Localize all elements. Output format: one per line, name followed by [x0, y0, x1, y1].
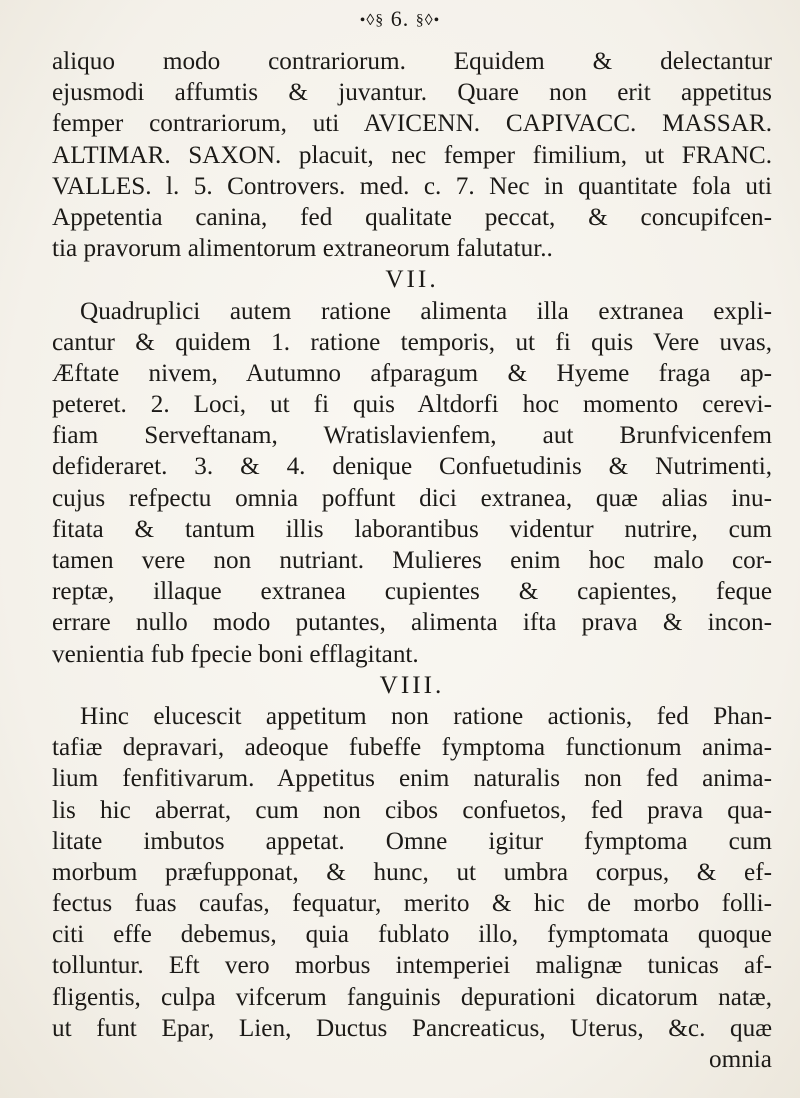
- text-line: cantur & quidem 1. ratione temporis, ut fi quis Vere uvas,: [52, 328, 772, 356]
- page-body: [52, 46, 772, 1075]
- text-line: fiam Serveftanam, Wratislavienfem, aut Brunfvicenfem: [52, 422, 772, 450]
- text-line: lium fenfitivarum. Appetitus enim naturalis non fed anima-: [52, 765, 772, 793]
- text-line: tafiæ depravari, adeoque fubeffe fymptoma functionum anima-: [52, 734, 772, 762]
- text-line: VALLES. l. 5. Controvers. med. c. 7. Nec in quantitate fola uti: [52, 172, 772, 200]
- text-line: cujus refpectu omnia poffunt dici extranea, quæ alias inu-: [52, 484, 772, 512]
- text-line: errare nullo modo putantes, alimenta ifta prava & incon-: [52, 609, 772, 637]
- text-line: venientia fub fpecie boni efflagitant.: [52, 640, 419, 668]
- text-line: lis hic aberrat, cum non cibos confuetos, fed prava qua-: [52, 796, 772, 824]
- text-line: peteret. 2. Loci, ut fi quis Altdorfi hoc momento cerevi-: [52, 391, 772, 419]
- text-line: ut funt Epar, Lien, Ductus Pancreaticus, Uterus, &c. quæ: [52, 1014, 772, 1042]
- page-header: [0, 6, 800, 32]
- text-line: ejusmodi affumtis & juvantur. Quare non erit appetitus: [52, 79, 772, 107]
- text-line: reptæ, illaque extranea cupientes & capientes, feque: [52, 578, 772, 606]
- right-ornament-icon: §◊•: [415, 11, 441, 29]
- text-line: fitata & tantum illis laborantibus videntur nutrire, cum: [52, 515, 772, 543]
- text-line: citi effe debemus, quia fublato illo, fymptomata quoque: [52, 921, 772, 949]
- text-line: Appetentia canina, fed qualitate peccat, & concupifcen-: [52, 203, 772, 231]
- text-line: tamen vere non nutriant. Mulieres enim hoc malo cor-: [52, 547, 772, 574]
- text-line: femper contrariorum, uti AVICENN. CAPIVACC. MASSAR.: [52, 110, 772, 138]
- text-line: ALTIMAR. SAXON. placuit, nec femper fimilium, ut FRANC.: [52, 141, 772, 169]
- section-numeral: VIII.: [379, 671, 445, 699]
- text-line: morbum præfupponat, & hunc, ut umbra corpus, & ef-: [52, 858, 772, 886]
- text-line: Æftate nivem, Autumno afparagum & Hyeme fraga ap-: [52, 359, 772, 387]
- catchword: omnia: [709, 1046, 772, 1073]
- text-line: aliquo modo contrariorum. Equidem & delectantur: [52, 48, 772, 75]
- text-line: fligentis, culpa vifcerum fanguinis depurationi dicatorum natæ,: [52, 983, 772, 1011]
- text-line: tia pravorum alimentorum extraneorum falutatur..: [52, 235, 553, 263]
- page-number: 6.: [390, 6, 410, 31]
- text-line: Hinc elucescit appetitum non ratione actionis, fed Phan-: [80, 702, 772, 730]
- text-line: Quadruplici autem ratione alimenta illa extranea expli-: [80, 297, 772, 325]
- text-line: fectus fuas caufas, fequatur, merito & hic de morbo folli-: [52, 890, 772, 918]
- text-line: defideraret. 3. & 4. denique Confuetudinis & Nutrimenti,: [52, 453, 772, 481]
- section-numeral: VII.: [385, 266, 439, 294]
- text-line: litate imbutos appetat. Omne igitur fymptoma cum: [52, 827, 772, 855]
- left-ornament-icon: •◊§: [359, 11, 385, 29]
- text-line: tolluntur. Eft vero morbus intemperiei malignæ tunicas af-: [52, 952, 772, 980]
